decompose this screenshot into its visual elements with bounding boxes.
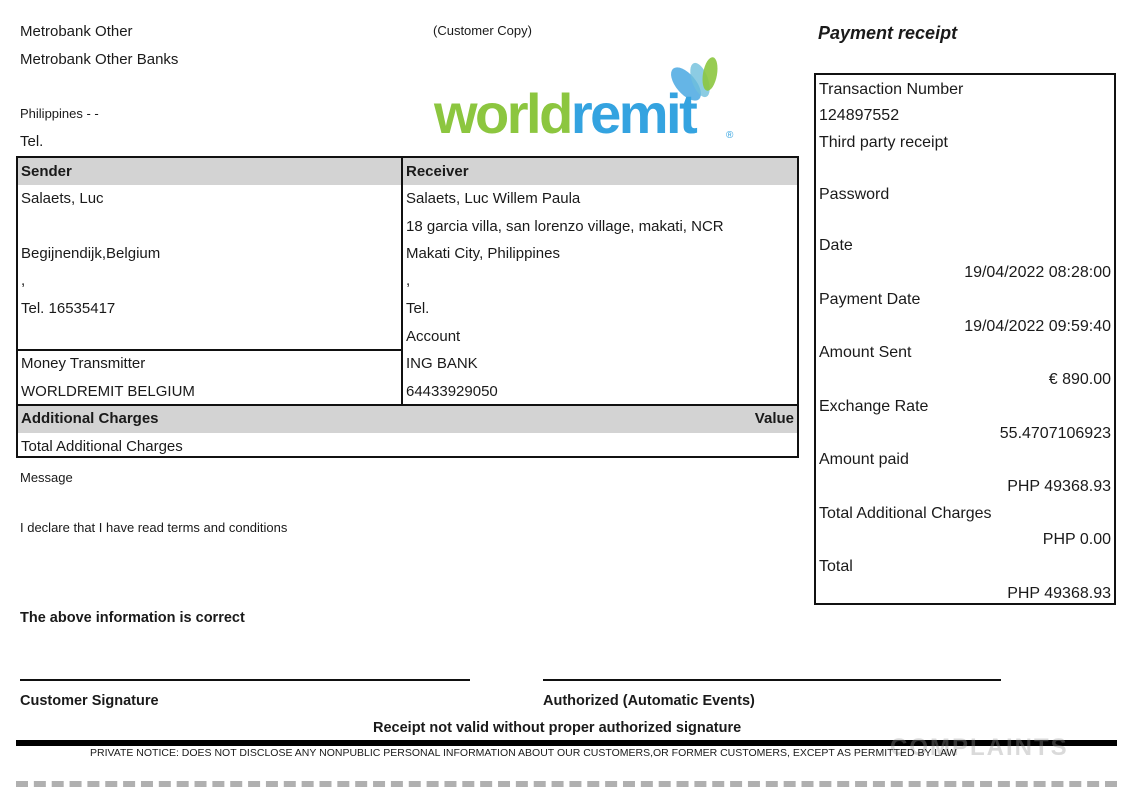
message-label: Message <box>20 470 73 485</box>
authorized-signature-label: Authorized (Automatic Events) <box>543 693 755 709</box>
charges-value-heading: Value <box>754 410 794 427</box>
amount-sent-label: Amount Sent <box>819 344 912 361</box>
receiver-heading: Receiver <box>406 163 469 180</box>
amount-paid-label: Amount paid <box>819 451 909 468</box>
cut-line <box>16 781 1117 787</box>
total-value: PHP 49368.93 <box>1007 585 1111 602</box>
transaction-number-label: Transaction Number <box>819 81 964 98</box>
logo-world: world <box>434 82 571 145</box>
sender-name: Salaets, Luc <box>21 190 104 207</box>
receiver-account-label: Account <box>406 328 461 345</box>
receiver-name: Salaets, Luc Willem Paula <box>406 190 581 207</box>
password-label: Password <box>819 186 890 203</box>
receiver-tel: Tel. <box>406 300 430 317</box>
exchange-rate-value: 55.4707106923 <box>999 425 1111 442</box>
transmitter-name: WORLDREMIT BELGIUM <box>21 383 195 400</box>
copy-label: (Customer Copy) <box>433 23 532 38</box>
sender-tel: Tel. 16535417 <box>21 300 116 317</box>
logo-wordmark <box>434 82 695 146</box>
registered-mark: ® <box>726 130 734 141</box>
worldremit-logo <box>434 56 744 148</box>
charges-heading: Additional Charges <box>21 410 159 427</box>
confirmation-text: The above information is correct <box>20 610 245 626</box>
private-notice: PRIVATE NOTICE: DOES NOT DISCLOSE ANY NONPUBLIC PERSONAL INFORMATION ABOUT OUR CUSTOMERS,OR FORMER CUSTOMERS, EXCEPT AS PERMITTED BY LAW <box>90 747 957 759</box>
transaction-number: 124897552 <box>819 107 900 124</box>
validity-note: Receipt not valid without proper authorized signature <box>373 720 742 736</box>
transfer-details-table <box>16 156 799 458</box>
charges-total-label: Total Additional Charges <box>21 438 183 455</box>
receiver-bank: ING BANK <box>406 355 478 372</box>
payment-receipt-box <box>814 73 1116 605</box>
receiver-comma: , <box>406 272 411 289</box>
payment-date-label: Payment Date <box>819 291 921 308</box>
date-value: 19/04/2022 08:28:00 <box>964 264 1111 281</box>
watermark: COMPLAINTS <box>890 734 1069 761</box>
customer-signature-line <box>20 679 470 681</box>
bank-tel: Tel. <box>20 133 44 150</box>
payment-date-value: 19/04/2022 09:59:40 <box>964 318 1111 335</box>
customer-signature-label: Customer Signature <box>20 693 159 709</box>
bank-branch: Metrobank Other Banks <box>20 51 179 68</box>
page-title: Payment receipt <box>818 23 958 43</box>
logo-remit: remit <box>570 82 696 145</box>
sender-header <box>18 158 401 185</box>
amount-sent-value: € 890.00 <box>1048 371 1111 388</box>
third-party-label: Third party receipt <box>819 134 948 151</box>
amount-paid-value: PHP 49368.93 <box>1007 478 1111 495</box>
exchange-rate-label: Exchange Rate <box>819 398 929 415</box>
date-label: Date <box>819 237 853 254</box>
receiver-city: Makati City, Philippines <box>406 245 560 262</box>
total-additional-label: Total Additional Charges <box>819 505 992 522</box>
total-label: Total <box>819 558 853 575</box>
transmitter-label: Money Transmitter <box>21 355 146 372</box>
total-additional-value: PHP 0.00 <box>1042 531 1111 548</box>
declaration-text: I declare that I have read terms and conditions <box>20 520 288 535</box>
bank-address: Philippines - - <box>20 106 99 121</box>
receiver-address: 18 garcia villa, san lorenzo village, makati, NCR <box>406 218 724 235</box>
column-divider <box>401 158 403 404</box>
sender-divider <box>18 349 402 351</box>
sender-comma: , <box>21 272 26 289</box>
authorized-signature-line <box>543 679 1001 681</box>
sender-city: Begijnendijk,Belgium <box>21 245 161 262</box>
sender-heading: Sender <box>21 163 72 180</box>
receiver-account-number: 64433929050 <box>406 383 498 400</box>
bank-name: Metrobank Other <box>20 23 133 40</box>
